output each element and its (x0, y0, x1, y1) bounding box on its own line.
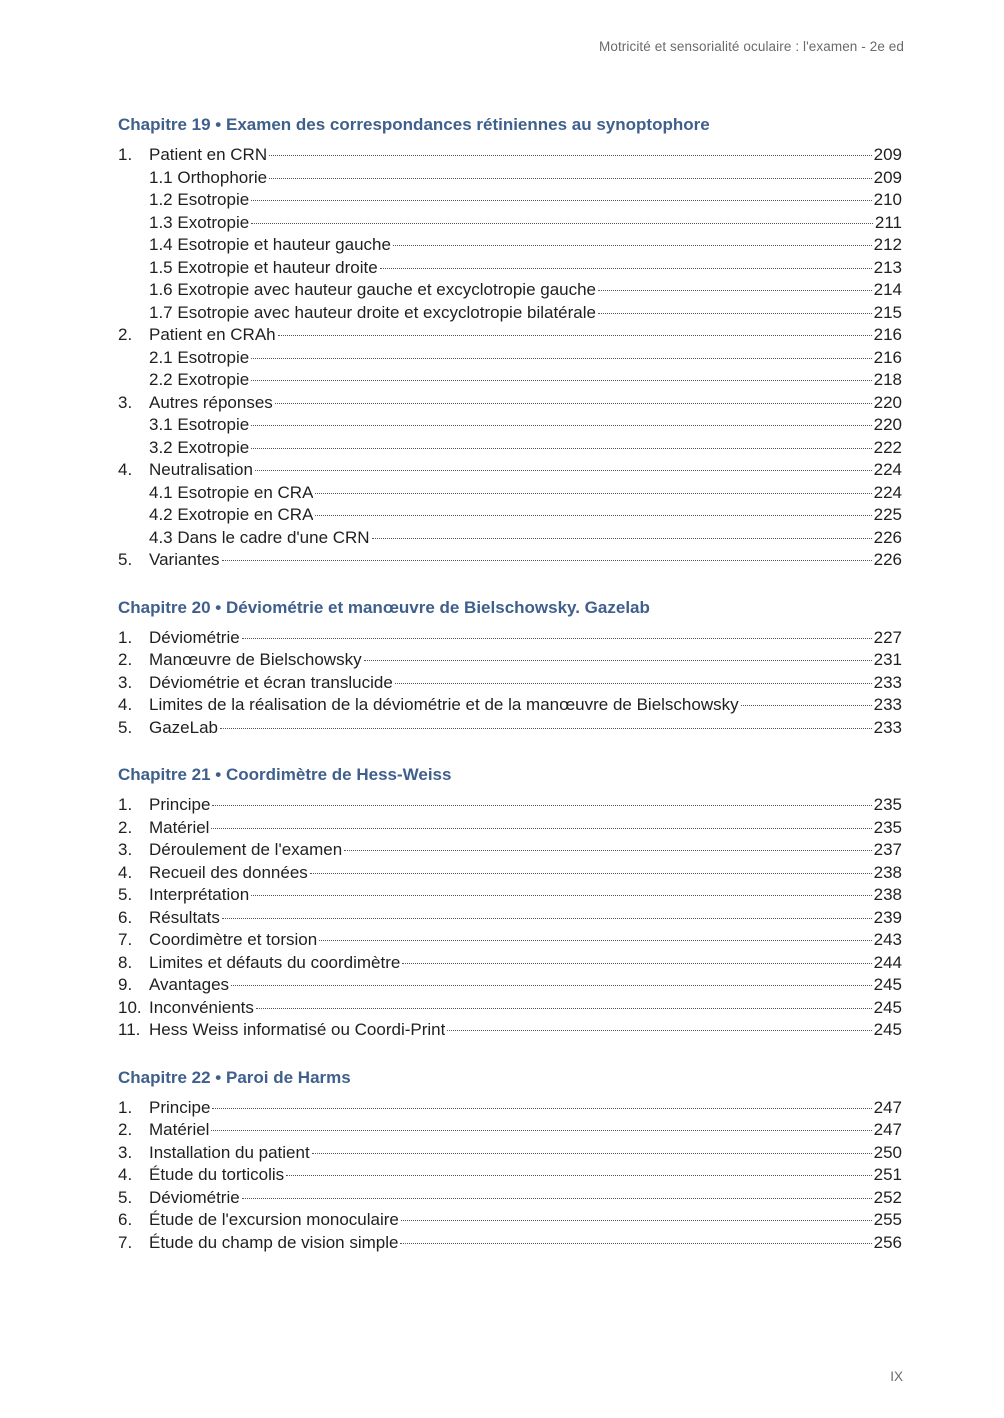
entry-number: 5. (118, 885, 133, 904)
toc-entry[interactable] (118, 794, 902, 817)
toc-subentry[interactable] (118, 527, 902, 550)
dot-leader (401, 1220, 872, 1221)
entry-label: Principe (149, 795, 211, 814)
entry-number: 1. (118, 145, 133, 164)
dot-leader (211, 828, 871, 829)
dot-leader (598, 290, 872, 291)
entry-number: 1. (118, 1097, 133, 1117)
entry-label: Déviométrie et écran translucide (149, 672, 393, 692)
dot-leader (315, 493, 871, 494)
entry-page: 233 (873, 695, 902, 714)
toc-entry[interactable] (118, 929, 902, 952)
chapter-title[interactable]: Chapitre 22 • Paroi de Harms (118, 1067, 351, 1087)
entry-label: Variantes (149, 550, 220, 569)
dot-leader (400, 1243, 871, 1244)
dot-leader (242, 1198, 872, 1199)
entry-page: 251 (873, 1165, 902, 1184)
entry-label: 2.2 Exotropie (149, 370, 250, 389)
toc-subentry[interactable] (118, 414, 902, 437)
chapter-section (118, 595, 902, 740)
page-number: IX (890, 1369, 903, 1384)
entry-number: 5. (118, 717, 133, 737)
entry-page: 227 (873, 627, 902, 647)
entry-label: Interprétation (149, 885, 250, 904)
dot-leader (275, 403, 872, 404)
entry-label: Installation du patient (149, 1142, 310, 1162)
entry-label: 1.2 Esotropie (149, 190, 250, 209)
toc-subentry[interactable] (118, 167, 902, 190)
dot-leader (447, 1030, 871, 1031)
toc-entry[interactable] (118, 1142, 902, 1165)
dot-leader (251, 380, 871, 381)
entry-label: Avantages (149, 975, 230, 994)
dot-leader (256, 1008, 872, 1009)
entry-label: Patient en CRAh (149, 325, 276, 344)
entry-page: 213 (873, 257, 902, 277)
entry-label: 3.1 Esotropie (149, 415, 250, 434)
entry-page: 239 (873, 907, 902, 927)
toc-entry[interactable] (118, 324, 902, 347)
entry-page: 238 (873, 885, 902, 904)
entry-page: 222 (873, 437, 902, 457)
dot-leader (741, 705, 872, 706)
entry-label: Recueil des données (149, 862, 308, 882)
dot-leader (220, 728, 872, 729)
dot-leader (222, 560, 872, 561)
entry-page: 256 (873, 1232, 902, 1252)
dot-leader (278, 335, 872, 336)
dot-leader (319, 940, 871, 941)
entry-page: 224 (873, 460, 902, 479)
entry-page: 210 (873, 190, 902, 209)
toc-entry[interactable] (118, 144, 902, 167)
dot-leader (255, 470, 872, 471)
entry-number: 2. (118, 1120, 133, 1139)
entry-number: 7. (118, 1232, 133, 1252)
dot-leader (269, 178, 871, 179)
entry-page: 220 (873, 392, 902, 412)
dot-leader (286, 1175, 871, 1176)
toc-subentry[interactable] (118, 257, 902, 280)
entry-label: Déroulement de l'examen (149, 840, 343, 859)
entry-number: 3. (118, 1142, 133, 1162)
dot-leader (231, 985, 872, 986)
dot-leader (212, 1108, 871, 1109)
toc-entry[interactable] (118, 862, 902, 885)
toc-entry[interactable] (118, 884, 902, 907)
dot-leader (242, 638, 872, 639)
entry-page: 233 (873, 672, 902, 692)
chapter-title[interactable]: Chapitre 20 • Déviométrie et manœuvre de Bielschowsky. Gazelab (118, 597, 650, 617)
entry-page: 235 (873, 795, 902, 814)
toc-subentry[interactable] (118, 212, 902, 235)
entry-page: 244 (873, 952, 902, 972)
entry-label: 1.5 Exotropie et hauteur droite (149, 257, 378, 277)
dot-leader (315, 515, 871, 516)
entry-label: Hess Weiss informatisé ou Coordi-Print (149, 1020, 446, 1039)
entry-number: 4. (118, 862, 133, 882)
toc-entry[interactable] (118, 717, 902, 740)
entry-page: 250 (873, 1142, 902, 1162)
toc-entry[interactable] (118, 974, 902, 997)
entry-label: 1.6 Exotropie avec hauteur gauche et excyclotropie gauche (149, 280, 597, 299)
entry-number: 4. (118, 695, 133, 714)
entry-number: 3. (118, 392, 133, 412)
entry-page: 243 (873, 930, 902, 949)
dot-leader (251, 448, 871, 449)
entry-label: Matériel (149, 817, 210, 837)
entry-page: 245 (873, 997, 902, 1017)
entry-label: Neutralisation (149, 460, 253, 479)
chapter-section (118, 112, 902, 572)
entry-page: 220 (873, 415, 902, 434)
entry-label: Manœuvre de Bielschowsky (149, 650, 362, 669)
entry-label: Inconvénients (149, 997, 254, 1017)
entry-number: 9. (118, 975, 133, 994)
entry-page: 226 (873, 550, 902, 569)
entry-label: 3.2 Exotropie (149, 437, 250, 457)
entry-page: 235 (873, 817, 902, 837)
entry-number: 5. (118, 550, 133, 569)
toc-entry[interactable] (118, 952, 902, 975)
entry-page: 245 (873, 975, 902, 994)
toc-entry[interactable] (118, 627, 902, 650)
entry-label: Coordimètre et torsion (149, 930, 318, 949)
entry-label: 2.1 Esotropie (149, 347, 250, 367)
entry-label: Matériel (149, 1120, 210, 1139)
entry-page: 218 (873, 370, 902, 389)
toc-entry[interactable] (118, 459, 902, 482)
toc-entry[interactable] (118, 392, 902, 415)
dot-leader (251, 358, 871, 359)
dot-leader (251, 425, 871, 426)
entry-page: 226 (873, 527, 902, 547)
entry-label: 4.2 Exotropie en CRA (149, 505, 314, 524)
toc-entry[interactable] (118, 1119, 902, 1142)
dot-leader (402, 963, 871, 964)
entry-label: 1.3 Exotropie (149, 212, 250, 232)
toc-entry[interactable] (118, 907, 902, 930)
dot-leader (222, 918, 872, 919)
entry-page: 252 (873, 1187, 902, 1207)
entry-number: 3. (118, 672, 133, 692)
running-header: Motricité et sensorialité oculaire : l'examen - 2e ed (598, 39, 904, 54)
entry-number: 4. (118, 1165, 133, 1184)
toc-entry[interactable] (118, 694, 902, 717)
entry-label: GazeLab (149, 717, 218, 737)
entry-number: 1. (118, 627, 133, 647)
entry-page: 211 (874, 212, 902, 232)
entry-label: Déviométrie (149, 1187, 240, 1207)
toc-entry[interactable] (118, 549, 902, 572)
chapter-section (118, 1065, 902, 1255)
entry-page: 216 (873, 325, 902, 344)
toc-entry[interactable] (118, 1097, 902, 1120)
entry-number: 3. (118, 840, 133, 859)
entry-label: Autres réponses (149, 392, 273, 412)
entry-page: 238 (873, 862, 902, 882)
dot-leader (251, 200, 871, 201)
entry-page: 255 (873, 1210, 902, 1229)
entry-page: 212 (873, 235, 902, 254)
entry-number: 11. (118, 1020, 141, 1039)
toc-subentry[interactable] (118, 302, 902, 325)
entry-number: 6. (118, 907, 133, 927)
dot-leader (251, 223, 873, 224)
toc-entry[interactable] (118, 839, 902, 862)
entry-number: 10. (118, 997, 142, 1017)
dot-leader (310, 873, 872, 874)
toc-entry[interactable] (118, 672, 902, 695)
toc-entry[interactable] (118, 649, 902, 672)
entry-page: 245 (873, 1020, 902, 1039)
dot-leader (212, 805, 871, 806)
entry-label: 1.7 Esotropie avec hauteur droite et excyclotropie bilatérale (149, 302, 596, 322)
dot-leader (344, 850, 871, 851)
entry-label: Étude de l'excursion monoculaire (149, 1210, 399, 1229)
dot-leader (380, 268, 872, 269)
dot-leader (372, 538, 872, 539)
chapter-title[interactable]: Chapitre 19 • Examen des correspondances rétiniennes au synoptophore (118, 115, 710, 134)
chapter-section (118, 762, 902, 1042)
dot-leader (251, 895, 871, 896)
entry-label: Étude du torticolis (149, 1165, 285, 1184)
entry-number: 1. (118, 795, 133, 814)
entry-number: 8. (118, 952, 133, 972)
dot-leader (395, 683, 872, 684)
toc-subentry[interactable] (118, 189, 902, 212)
toc-entry[interactable] (118, 817, 902, 840)
entry-page: 209 (873, 145, 902, 164)
dot-leader (598, 313, 872, 314)
entry-page: 209 (873, 167, 902, 187)
entry-label: 4.3 Dans le cadre d'une CRN (149, 527, 370, 547)
entry-number: 2. (118, 650, 133, 669)
entry-page: 225 (873, 505, 902, 524)
toc-subentry[interactable] (118, 369, 902, 392)
toc-subentry[interactable] (118, 504, 902, 527)
table-of-contents (118, 112, 902, 1277)
entry-page: 247 (873, 1120, 902, 1139)
entry-label: Principe (149, 1097, 211, 1117)
entry-page: 233 (873, 717, 902, 737)
entry-number: 2. (118, 817, 133, 837)
entry-page: 231 (873, 650, 902, 669)
toc-entry[interactable] (118, 1209, 902, 1232)
entry-label: 1.1 Orthophorie (149, 167, 268, 187)
entry-page: 247 (873, 1097, 902, 1117)
entry-label: Résultats (149, 907, 220, 927)
entry-page: 214 (873, 280, 902, 299)
dot-leader (269, 155, 872, 156)
chapter-title[interactable]: Chapitre 21 • Coordimètre de Hess-Weiss (118, 765, 452, 784)
dot-leader (393, 245, 872, 246)
toc-entry[interactable] (118, 1232, 902, 1255)
entry-page: 237 (873, 840, 902, 859)
dot-leader (211, 1130, 871, 1131)
toc-entry[interactable] (118, 1019, 902, 1042)
toc-entry[interactable] (118, 997, 902, 1020)
entry-number: 2. (118, 325, 133, 344)
toc-subentry[interactable] (118, 234, 902, 257)
entry-number: 5. (118, 1187, 133, 1207)
toc-subentry[interactable] (118, 437, 902, 460)
entry-number: 6. (118, 1210, 133, 1229)
entry-label: Déviométrie (149, 627, 240, 647)
dot-leader (364, 660, 872, 661)
entry-page: 215 (873, 302, 902, 322)
dot-leader (312, 1153, 872, 1154)
entry-number: 7. (118, 930, 133, 949)
entry-label: Limites de la réalisation de la déviométrie et de la manœuvre de Bielschowsky (149, 695, 739, 714)
entry-label: Limites et défauts du coordimètre (149, 952, 401, 972)
entry-page: 224 (873, 482, 902, 502)
entry-page: 216 (873, 347, 902, 367)
entry-label: 1.4 Esotropie et hauteur gauche (149, 235, 391, 254)
toc-subentry[interactable] (118, 482, 902, 505)
toc-subentry[interactable] (118, 347, 902, 370)
entry-label: 4.1 Esotropie en CRA (149, 482, 314, 502)
entry-label: Étude du champ de vision simple (149, 1232, 399, 1252)
entry-label: Patient en CRN (149, 145, 268, 164)
toc-entry[interactable] (118, 1187, 902, 1210)
toc-subentry[interactable] (118, 279, 902, 302)
entry-number: 4. (118, 460, 133, 479)
toc-entry[interactable] (118, 1164, 902, 1187)
